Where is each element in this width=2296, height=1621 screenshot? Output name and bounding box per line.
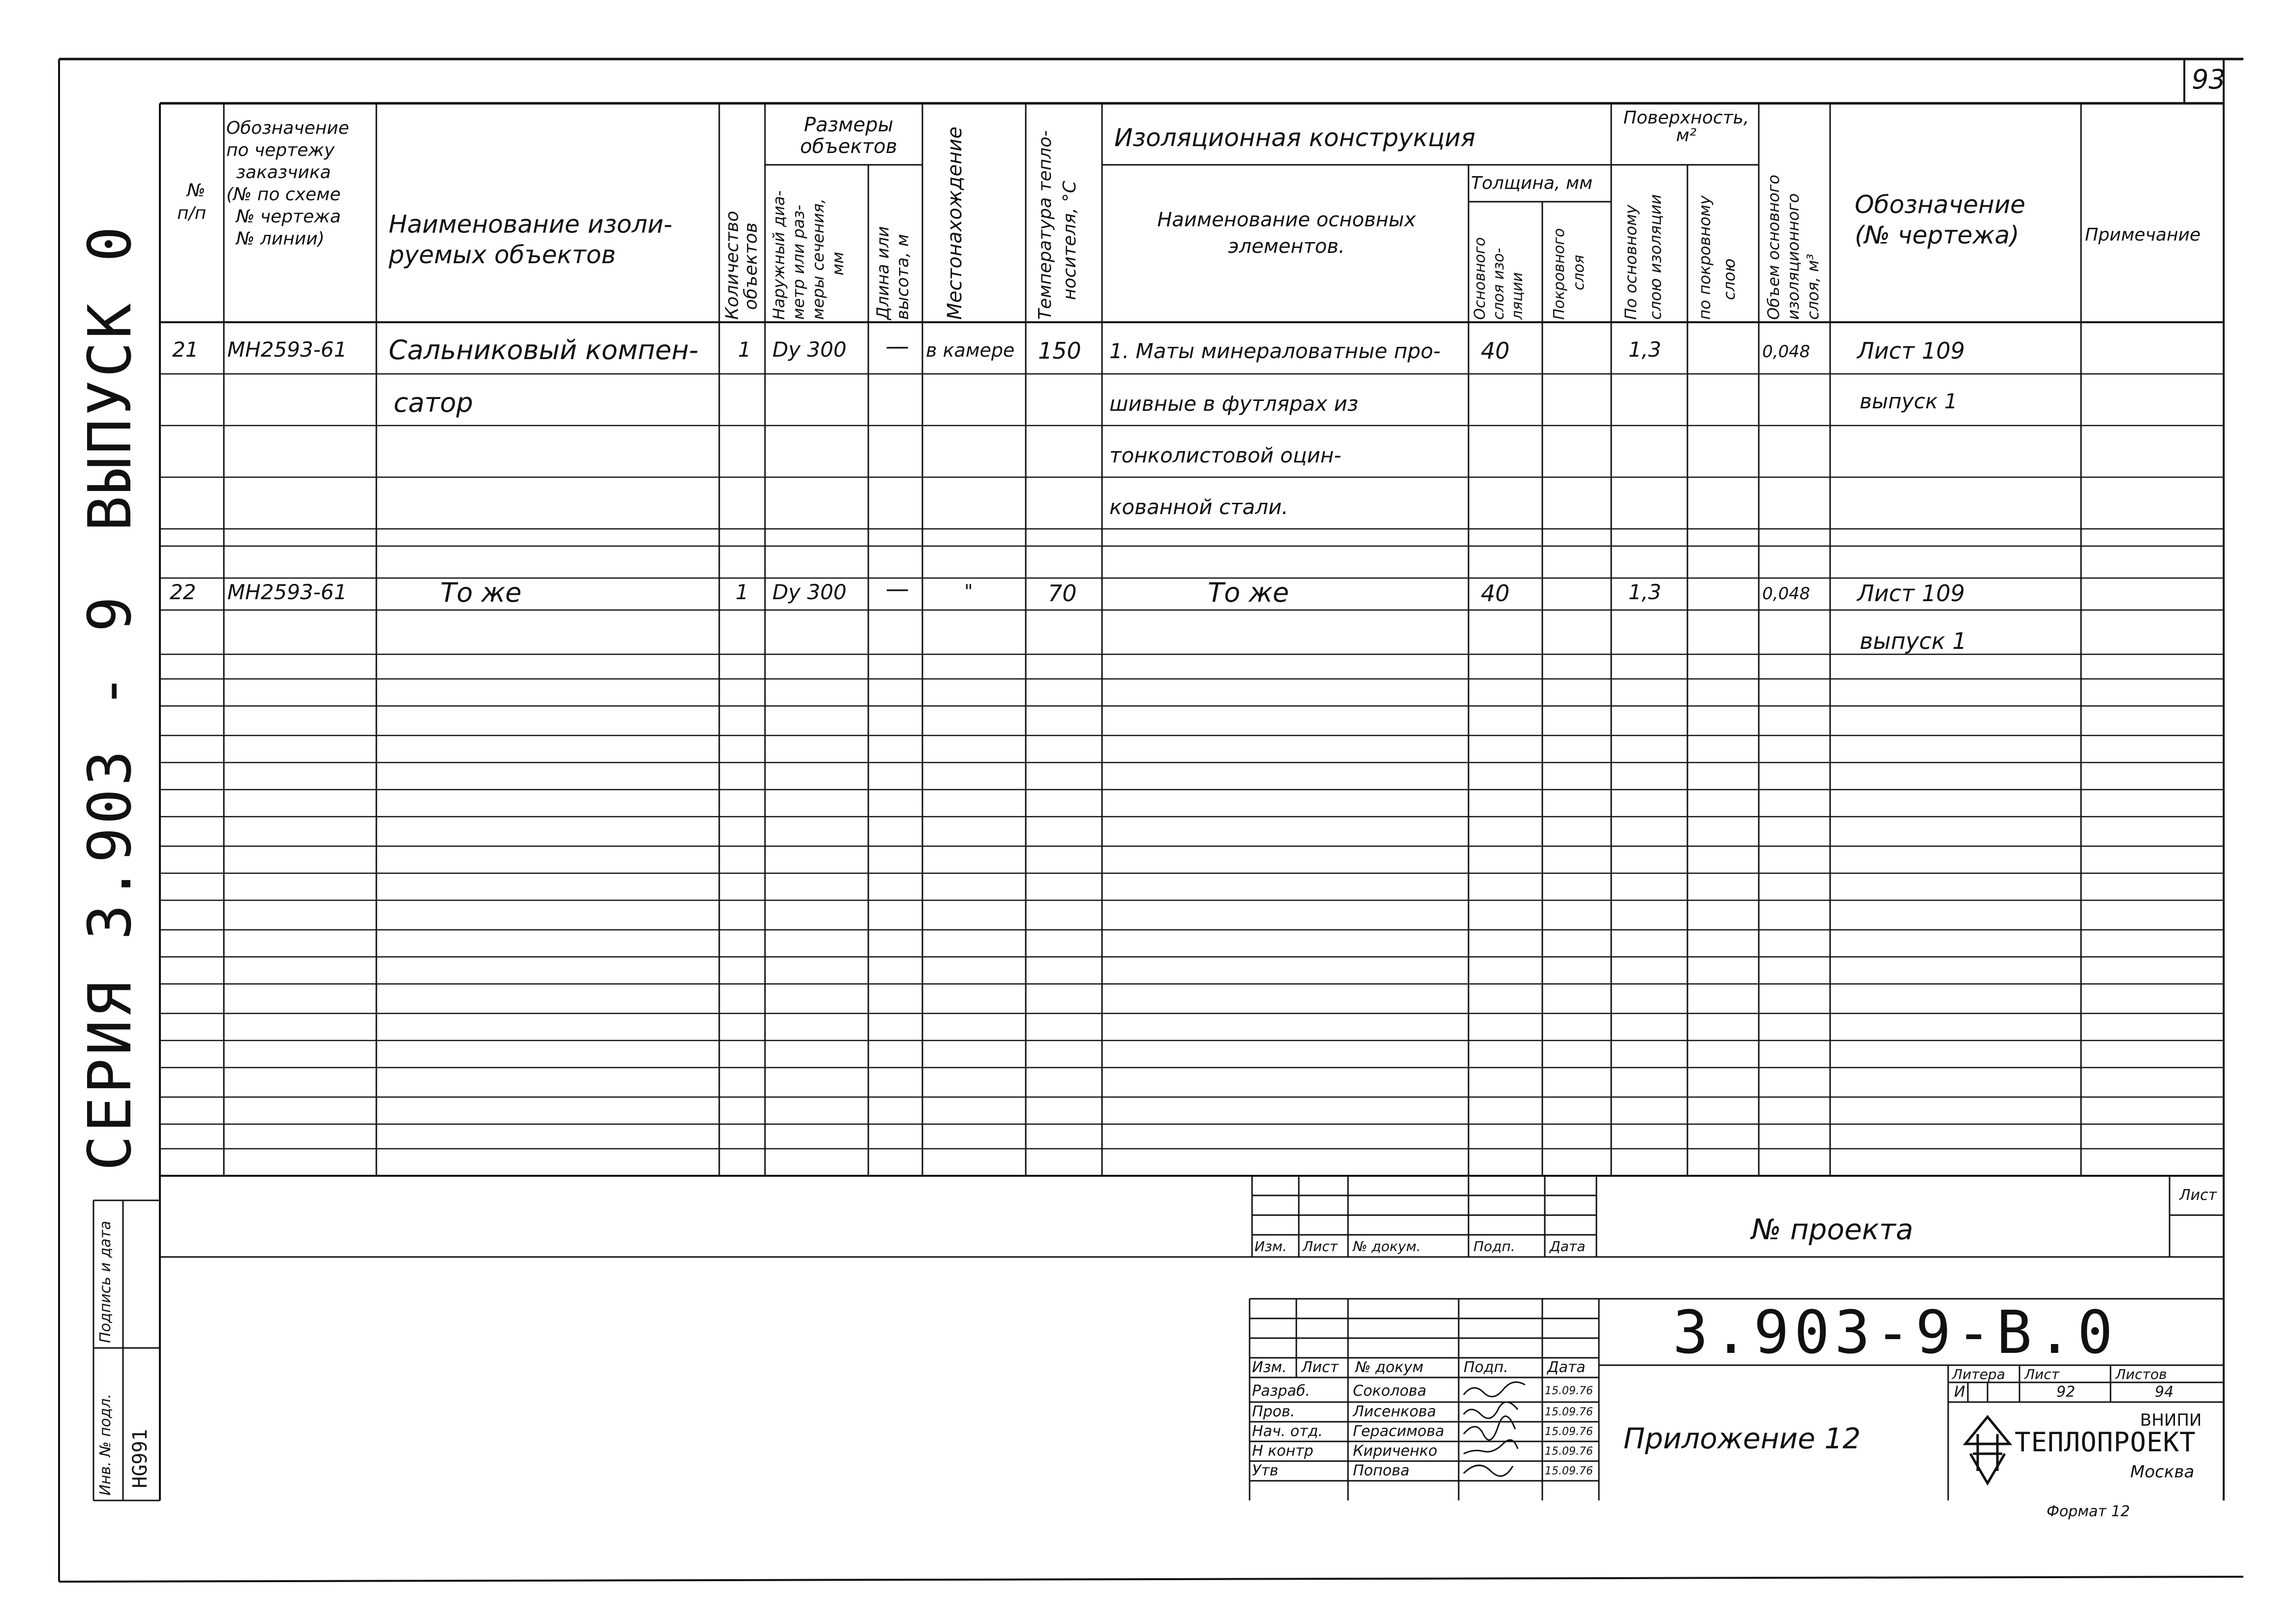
- row-21-element-line4: кованной стали.: [1109, 495, 1288, 519]
- header-outer-diameter: Наружный диа- метр или раз- меры сечения, мм: [769, 190, 847, 320]
- row-21-name-line2: сатор: [394, 387, 473, 418]
- org-city: Москва: [2130, 1462, 2195, 1482]
- header-surface-main: По основному слою изоляции: [1622, 194, 1665, 320]
- tb-lists-label: Листов: [2115, 1366, 2167, 1382]
- row-22-size: Dy 300: [772, 580, 847, 604]
- row-21-element-line1: 1. Маты минераловатные про-: [1109, 339, 1441, 363]
- tb-role-5: Утв: [1252, 1462, 1279, 1479]
- stamp-small-date: Дата: [1550, 1238, 1586, 1254]
- stamp-small-sign: Подп.: [1473, 1238, 1515, 1254]
- tb-label-izm: Изм.: [1252, 1359, 1287, 1376]
- org-name: ТЕПЛОПРОЕКТ: [2015, 1427, 2196, 1458]
- tb-date-3: 15.09.76: [1545, 1426, 1593, 1438]
- row-22-num: 22: [170, 580, 196, 604]
- header-surface: Поверхность, м²: [1623, 108, 1749, 146]
- tb-label-sign: Подп.: [1464, 1359, 1508, 1376]
- header-note: Примечание: [2085, 225, 2201, 245]
- header-insulation: Изоляционная конструкция: [1114, 123, 1475, 152]
- tb-label-doc: № докум: [1355, 1359, 1424, 1376]
- row-22-element: То же: [1208, 577, 1289, 608]
- tb-list-value: 92: [2056, 1383, 2076, 1401]
- tb-role-1: Разраб.: [1252, 1382, 1310, 1400]
- row-22-location: ": [964, 581, 973, 602]
- tb-name-5: Попова: [1353, 1462, 1409, 1479]
- stamp-small-list: Лист: [1303, 1238, 1338, 1254]
- row-22-surface: 1,3: [1628, 580, 1661, 604]
- tb-name-3: Герасимова: [1353, 1423, 1444, 1440]
- header-drawing: Обозначение (№ чертежа): [1855, 190, 2025, 249]
- row-21-designation: МН2593-61: [227, 337, 347, 362]
- row-21-volume: 0,048: [1762, 342, 1810, 362]
- row-21-surface: 1,3: [1628, 337, 1661, 362]
- header-object-name: Наименование изоли- руемых объектов: [389, 210, 673, 269]
- row-21-num: 21: [172, 337, 199, 362]
- row-21-thickness: 40: [1481, 337, 1510, 364]
- inventory-number: HG991: [129, 1429, 152, 1488]
- row-22-drawing-line1: Лист 109: [1857, 580, 1965, 607]
- header-volume: Объем основного изоляционного слоя, м³: [1764, 175, 1822, 320]
- row-21-drawing-line1: Лист 109: [1857, 337, 1965, 364]
- tb-label-list: Лист: [1301, 1359, 1339, 1376]
- issue-title: ВЫПУСК 0: [76, 223, 145, 531]
- row-22-temperature: 70: [1048, 580, 1077, 607]
- row-21-temperature: 150: [1038, 337, 1081, 364]
- header-num: № п/п: [177, 181, 207, 223]
- row-21-location: в камере: [926, 339, 1015, 361]
- series-title: СЕРИЯ 3.903 - 9: [76, 593, 145, 1171]
- row-21-quantity: 1: [738, 337, 751, 362]
- tb-name-4: Кириченко: [1353, 1442, 1438, 1460]
- header-thickness: Толщина, мм: [1471, 173, 1593, 193]
- header-sizes: Размеры объектов: [800, 114, 897, 158]
- row-22-name: То же: [440, 577, 522, 608]
- stamp-small-izm: Изм.: [1255, 1238, 1287, 1254]
- row-21-name-line1: Сальниковый компен-: [389, 335, 699, 366]
- row-22-length: —: [886, 575, 909, 603]
- header-elements: Наименование основных элементов.: [1157, 209, 1416, 258]
- tb-date-2: 15.09.76: [1545, 1406, 1593, 1418]
- row-22-thickness: 40: [1481, 580, 1510, 607]
- tb-role-4: Н контр: [1252, 1442, 1314, 1460]
- row-21-size: Dy 300: [772, 337, 847, 362]
- row-21-element-line2: шивные в футлярах из: [1109, 392, 1358, 416]
- signature-date-label: Подпись и дата: [97, 1221, 114, 1343]
- row-22-volume: 0,048: [1762, 584, 1810, 604]
- teploproekt-logo-icon: [1965, 1417, 2010, 1483]
- row-22-designation: МН2593-61: [227, 580, 347, 604]
- tb-role-2: Пров.: [1252, 1403, 1295, 1420]
- document-description: Приложение 12: [1623, 1422, 1861, 1455]
- signature-icon: [1464, 1382, 1525, 1476]
- header-length: Длина или высота, м: [873, 226, 913, 320]
- row-21-element-line3: тонколистовой оцин-: [1109, 443, 1342, 467]
- tb-date-4: 15.09.76: [1545, 1445, 1593, 1458]
- row-22-drawing-line2: выпуск 1: [1860, 628, 1967, 654]
- row-22-quantity: 1: [735, 580, 749, 604]
- org-top: ВНИПИ: [2140, 1410, 2202, 1430]
- tb-date-5: 15.09.76: [1545, 1465, 1593, 1477]
- stamp-small-sheet-label: Лист: [2179, 1187, 2217, 1204]
- header-cover-layer: Покровного слоя: [1551, 228, 1588, 320]
- paper-format: Формат 12: [2047, 1503, 2130, 1520]
- header-designation: Обозначение по чертежу заказчика (№ по схеме № чертежа № линии): [226, 118, 349, 249]
- tb-list-label: Лист: [2024, 1366, 2059, 1382]
- header-surface-cover: по покровному слою: [1695, 195, 1739, 320]
- tb-role-3: Нач. отд.: [1252, 1423, 1323, 1440]
- tb-label-date: Дата: [1547, 1359, 1586, 1376]
- project-number-label: № проекта: [1751, 1213, 1914, 1246]
- page-number: 93: [2192, 64, 2226, 95]
- header-temperature: Температура тепло- носителя, °С: [1035, 130, 1080, 320]
- header-location: Местонахождение: [944, 126, 966, 320]
- document-code: 3.903-9-В.0: [1673, 1299, 2118, 1367]
- tb-date-1: 15.09.76: [1545, 1385, 1593, 1397]
- row-21-length: —: [886, 333, 909, 360]
- tb-lists-value: 94: [2155, 1383, 2174, 1401]
- row-21-drawing-line2: выпуск 1: [1860, 389, 1958, 413]
- header-main-layer: Основного слоя изо- ляции: [1471, 237, 1526, 320]
- tb-name-1: Соколова: [1353, 1382, 1427, 1400]
- header-quantity: Количество объектов: [722, 211, 761, 320]
- tb-name-2: Лисенкова: [1353, 1403, 1437, 1420]
- inventory-label: Инв. № подл.: [97, 1394, 114, 1496]
- tb-litera-value: И: [1954, 1383, 1965, 1401]
- tb-litera-label: Литера: [1952, 1366, 2005, 1382]
- stamp-small-doc: № докум.: [1353, 1238, 1421, 1254]
